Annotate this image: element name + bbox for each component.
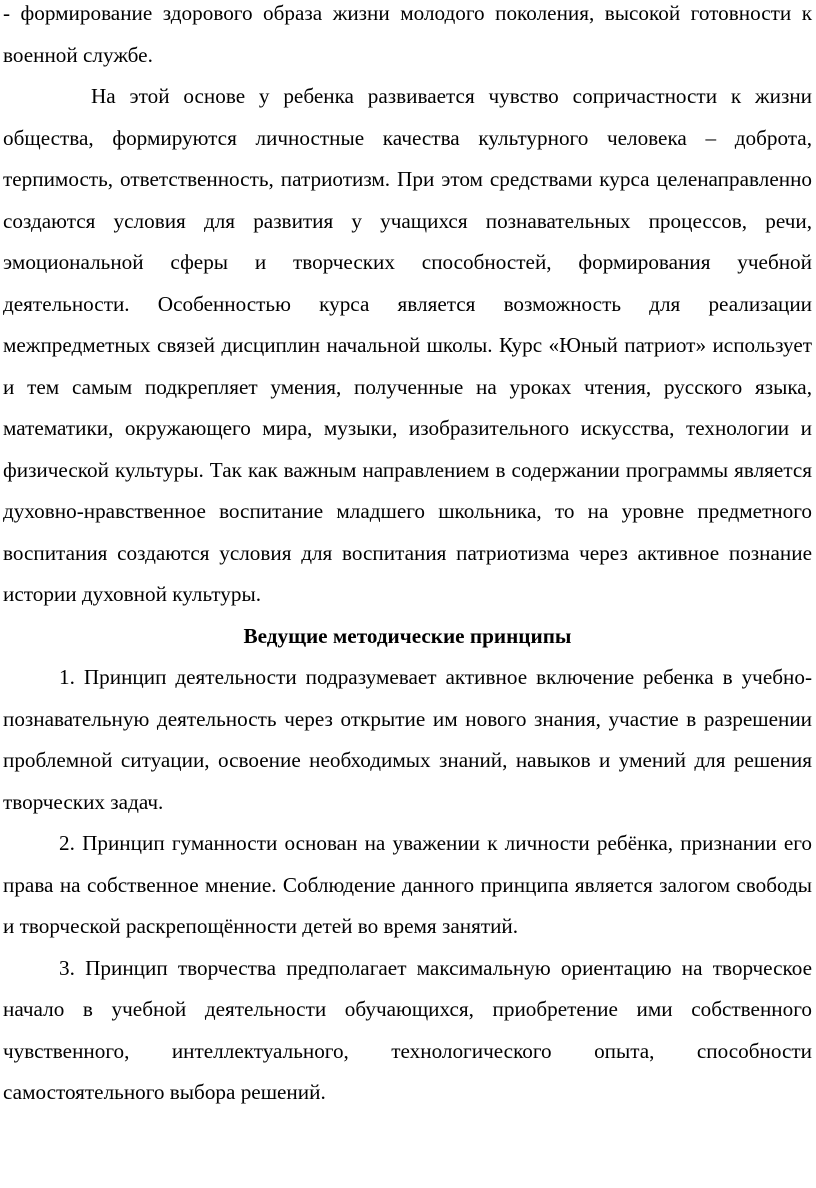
paragraph-course-description: На этой основе у ребенка развивается чувство сопричастности к жизни общества, формируются личностные качества культурного человека – доброта, терпимость, ответственность, патриотизм. При этом средствами курса целенаправленно создаются условия для развития у учащихся познавательных процессов, речи, эмоциональной сферы и творческих способностей, формирования учебной деятельности. Особенностью курса является возможность для реализации межпредметных связей дисциплин начальной школы. Курс «Юный патриот» использует и тем самым подкрепляет умения, полученные на уроках чтения, русского языка, математики, окружающего мира, музыки, изобразительного искусства, технологии и физической культуры. Так как важным направлением в содержании программы является духовно-нравственное воспитание младшего школьника, то на уровне предметного воспитания создаются условия для воспитания патриотизма через активное познание истории духовной культуры. [3,84,812,606]
paragraph-intro-bullet: - формирование здорового образа жизни молодого поколения, высокой готовности к военной службе. [3,1,812,67]
principle-creativity: 3. Принцип творчества предполагает максимальную ориентацию на творческое начало в учебной деятельности обучающихся, приобретение ими собственного чувственного, интеллектуального, технологического опыта, способности самостоятельного выбора решений. [3,955,812,1104]
principle-activity: 1. Принцип деятельности подразумевает активное включение ребенка в учебно-познавательную деятельность через открытие им нового знания, участие в разрешении проблемной ситуации, освоение необходимых знаний, навыков и умений для решения творческих задач. [3,665,812,814]
section-heading: Ведущие методические принципы [243,623,572,648]
principle-humanity: 2. Принцип гуманности основан на уважении к личности ребёнка, признании его права на собственное мнение. Соблюдение данного принципа является залогом свободы и творческой раскрепощённости детей во время занятий. [3,831,812,938]
